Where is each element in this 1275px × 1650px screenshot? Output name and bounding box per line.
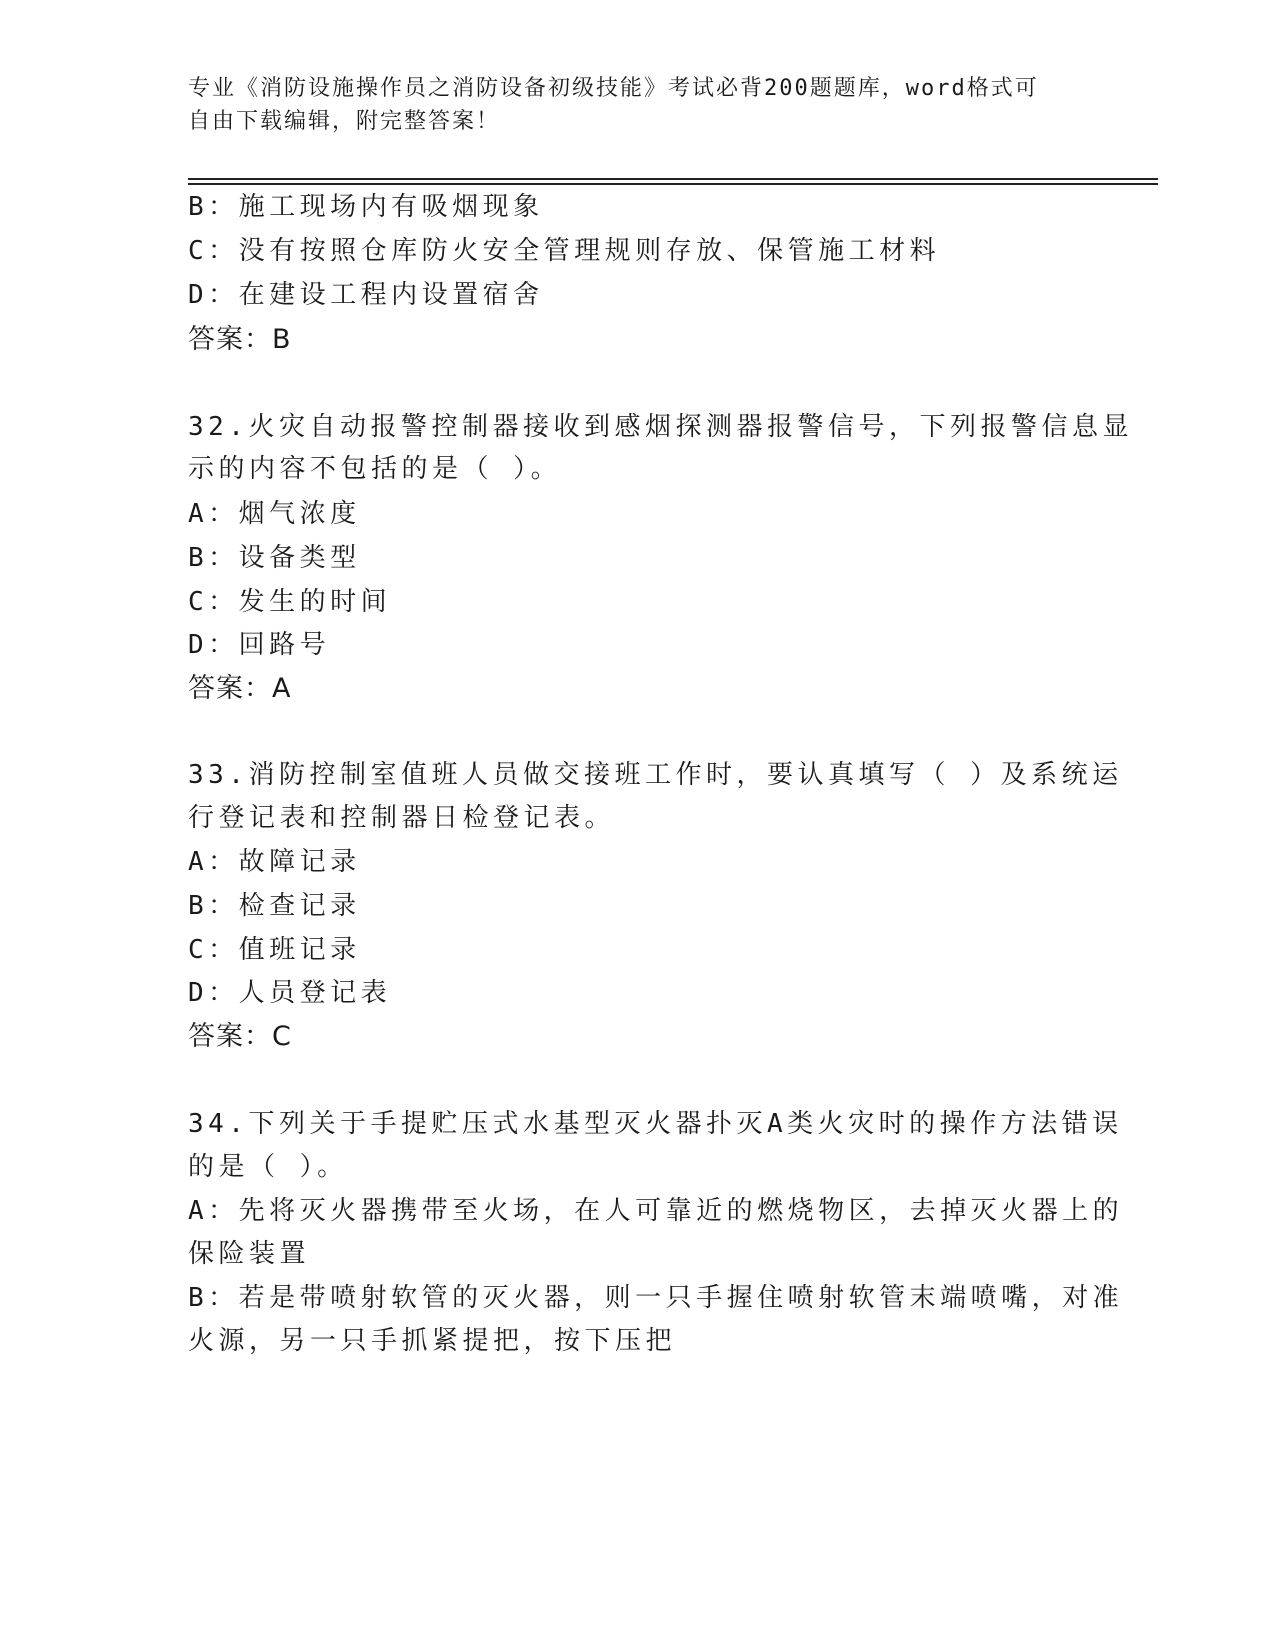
q33-answer: 答案：C [188,1021,292,1052]
q31-option-c: C：没有按照仓库防火安全管理规则存放、保管施工材料 [188,236,941,266]
q33-option-c: C：值班记录 [188,935,361,965]
q32-option-b: B：设备类型 [188,543,361,573]
q31-answer: 答案：B [188,324,292,355]
q34-option-b-line-2: 火源，另一只手抓紧提把，按下压把 [188,1326,677,1356]
q31-option-b: B：施工现场内有吸烟现象 [188,192,544,222]
header-line-2: 自由下载编辑，附完整答案！ [188,109,501,134]
q33-option-b: B：检查记录 [188,891,361,921]
q32-option-a: A：烟气浓度 [188,499,361,529]
document-header [188,72,1068,138]
q32-stem-line-1: 32.火灾自动报警控制器接收到感烟探测器报警信号，下列报警信息显 [188,412,1133,442]
header-divider-top [188,178,1158,180]
header-divider-bottom [188,183,1158,185]
q32-answer: 答案：A [188,673,292,704]
q31-option-d: D：在建设工程内设置宿舍 [188,280,544,310]
q32-option-c: C：发生的时间 [188,587,392,617]
header-line-1: 专业《消防设施操作员之消防设备初级技能》考试必背200题题库，word格式可 [188,76,1039,101]
q33-stem-line-2: 行登记表和控制器日检登记表。 [188,803,616,833]
q33-option-a: A：故障记录 [188,847,361,877]
q34-option-a-line-1: A：先将灭火器携带至火场，在人可靠近的燃烧物区，去掉灭火器上的 [188,1196,1124,1226]
q32-stem-line-2: 示的内容不包括的是（ ）。 [188,454,562,484]
q33-stem-line-1: 33.消防控制室值班人员做交接班工作时，要认真填写（ ）及系统运 [188,760,1123,790]
q32-option-d: D：回路号 [188,630,331,660]
q34-option-a-line-2: 保险装置 [188,1239,311,1269]
q34-option-b-line-1: B：若是带喷射软管的灭火器，则一只手握住喷射软管末端喷嘴，对准 [188,1283,1124,1313]
q34-stem-line-1: 34.下列关于手提贮压式水基型灭火器扑灭A类火灾时的操作方法错误 [188,1109,1123,1139]
q34-stem-line-2: 的是（ ）。 [188,1152,348,1182]
q33-option-d: D：人员登记表 [188,978,392,1008]
